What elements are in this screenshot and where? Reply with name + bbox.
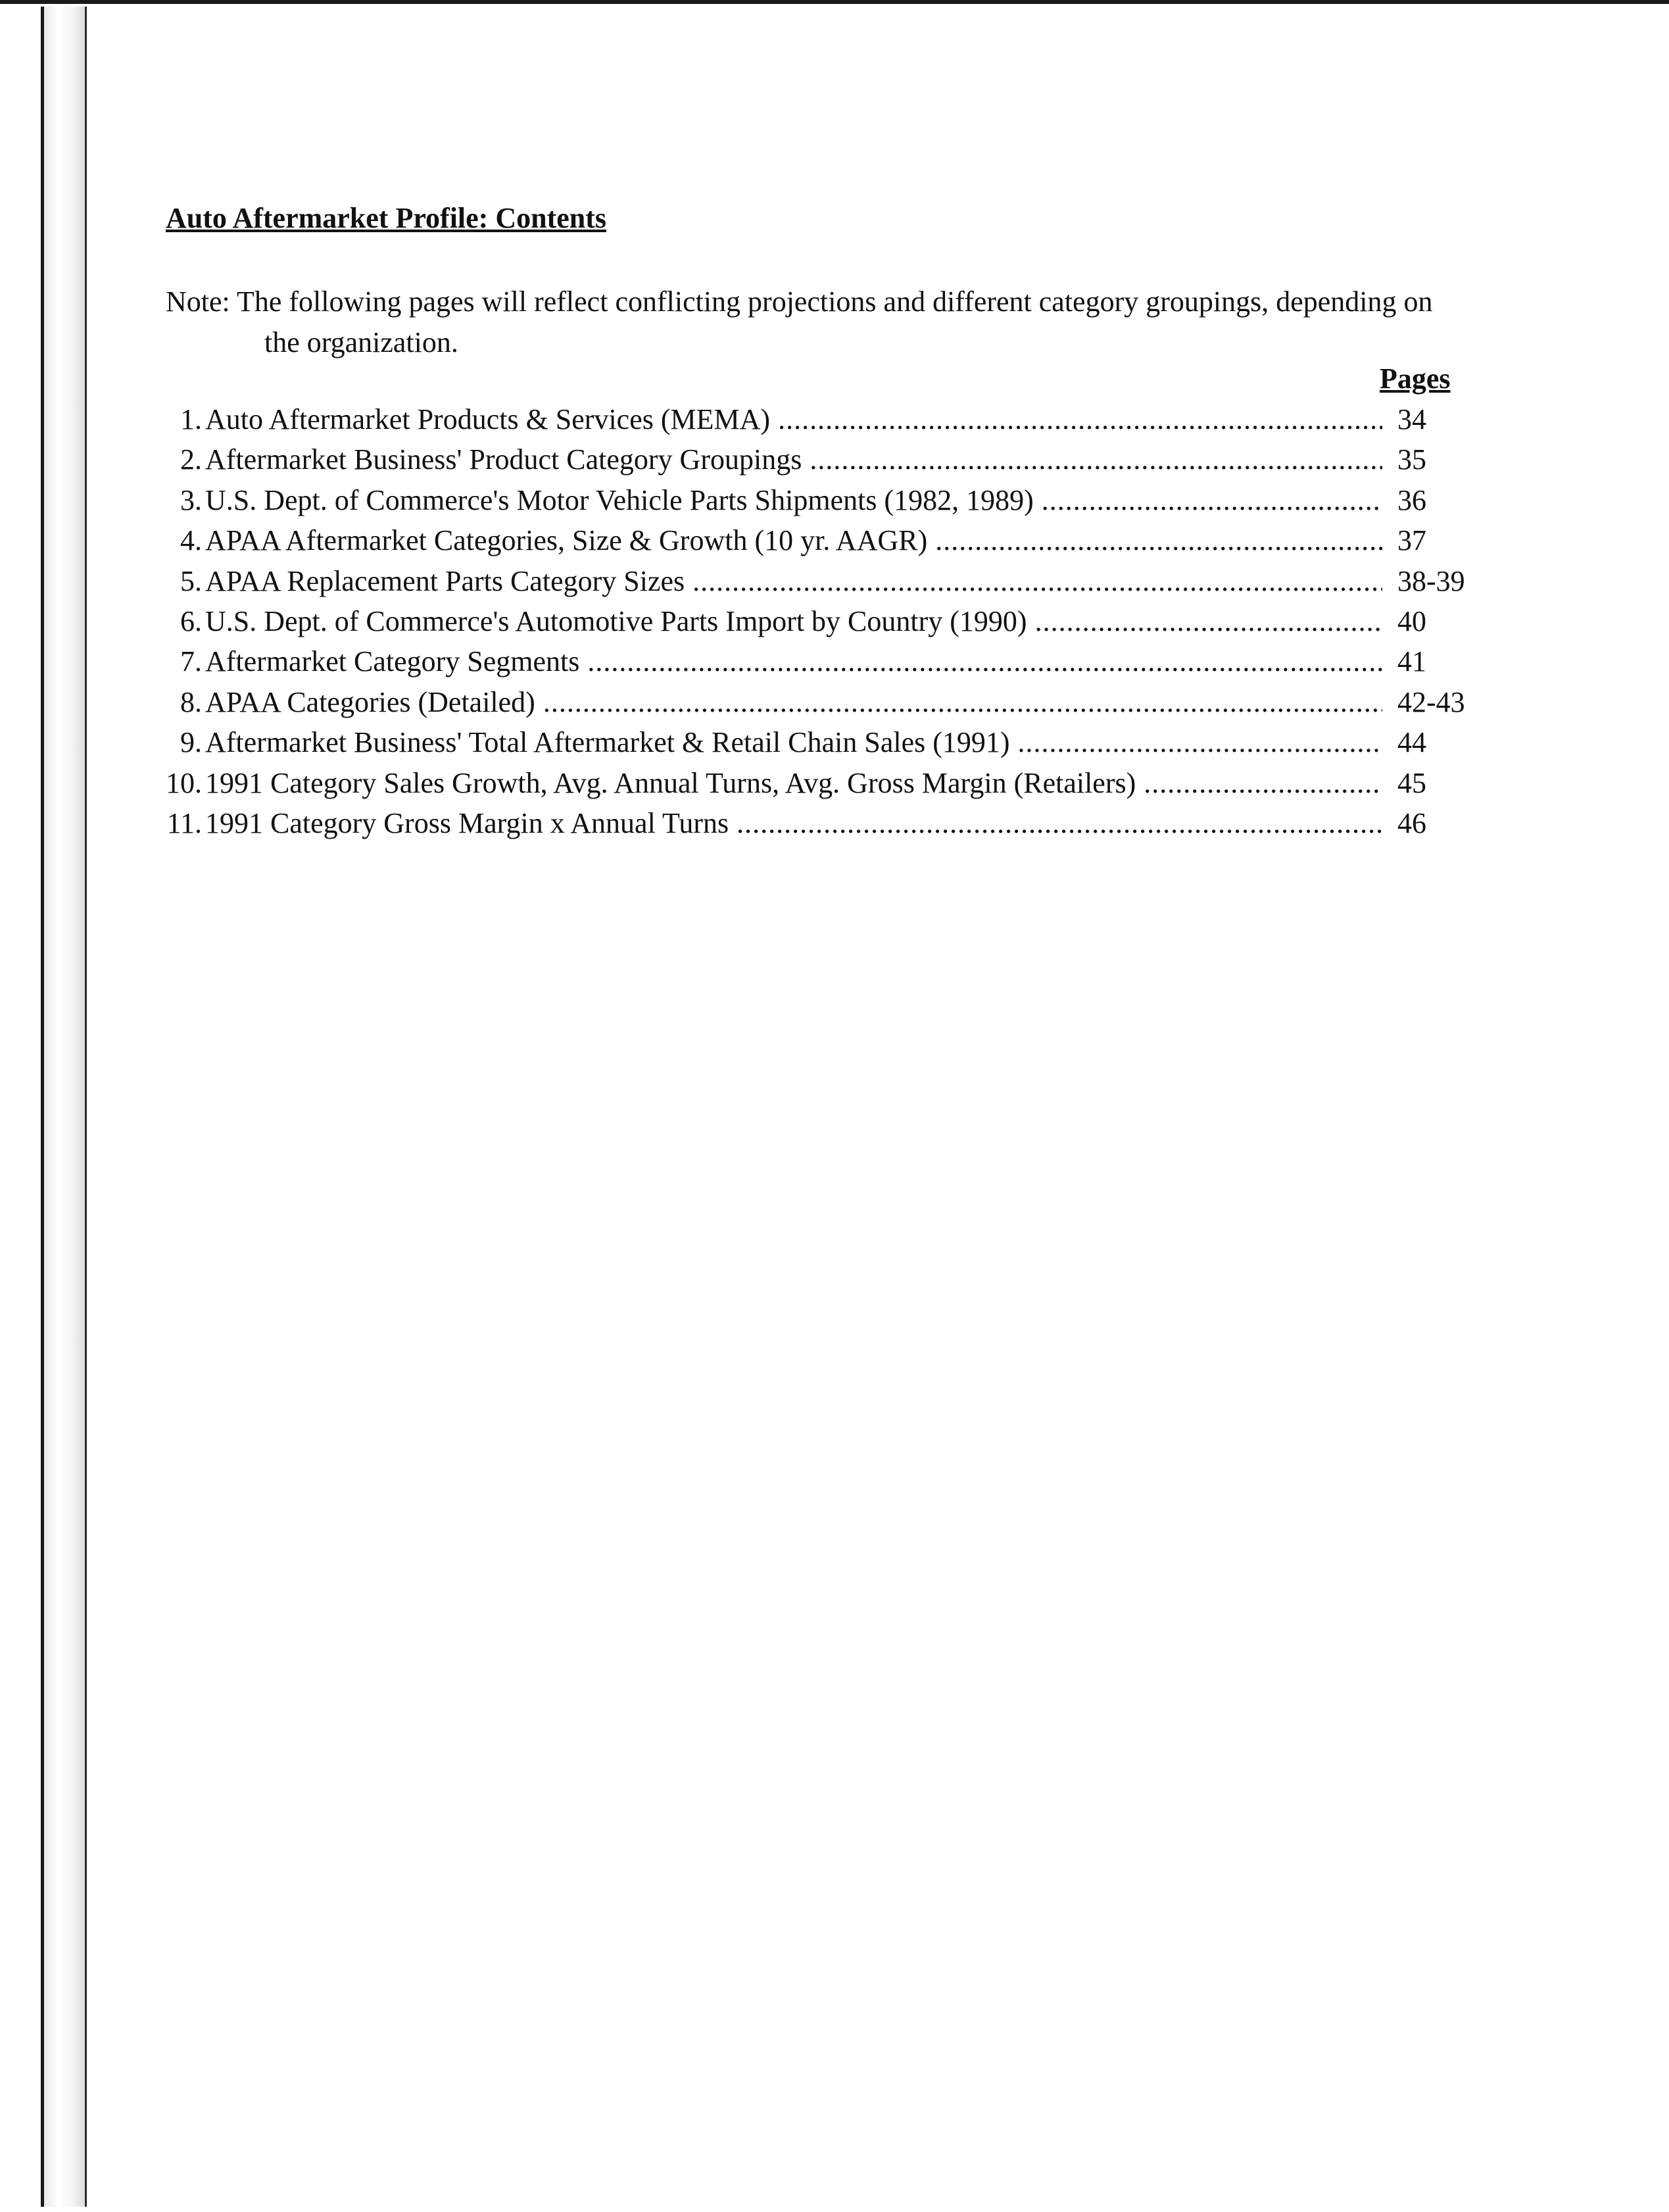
entry-title: APAA Aftermarket Categories, Size & Growth (10 yr. AAGR) ..... xyxy=(205,524,1382,557)
entry-title: U.S. Dept. of Commerce's Automotive Parts Import by Country (1990) ..... xyxy=(205,604,1382,638)
entry-page: 38-39 xyxy=(1397,564,1465,597)
entry-page: 35 xyxy=(1397,443,1426,476)
contents-entry xyxy=(0,604,1669,645)
entry-page: 36 xyxy=(1397,483,1426,516)
entry-title: Auto Aftermarket Products & Services (MEMA) ..... xyxy=(205,403,1382,436)
pages-column-header: Pages xyxy=(1380,362,1451,395)
entry-number: 10. xyxy=(166,766,202,799)
entry-page: 40 xyxy=(1397,604,1426,637)
note-line-1: Note: The following pages will reflect conflicting projections and different category groupings, depending on xyxy=(166,285,1433,318)
entry-title: 1991 Category Gross Margin x Annual Turns ..... xyxy=(205,806,1382,840)
contents-entry xyxy=(0,645,1669,685)
entry-title: Aftermarket Category Segments ..... xyxy=(205,645,1382,678)
contents-list xyxy=(0,403,1669,847)
contents-entry xyxy=(0,725,1669,766)
contents-entry xyxy=(0,483,1669,524)
entry-number: 7. xyxy=(180,645,202,678)
entry-number: 11. xyxy=(166,806,202,839)
contents-entry xyxy=(0,685,1669,725)
entry-page: 44 xyxy=(1397,726,1426,759)
page-title: Auto Aftermarket Profile: Contents xyxy=(166,202,607,234)
entry-title: Aftermarket Business' Product Category Groupings ..... xyxy=(205,443,1382,476)
entry-title: APAA Categories (Detailed) ..... xyxy=(205,685,1382,719)
entry-page: 46 xyxy=(1397,806,1426,839)
contents-entry xyxy=(0,766,1669,806)
entry-number: 2. xyxy=(180,443,202,476)
entry-number: 4. xyxy=(180,524,202,557)
entry-number: 3. xyxy=(180,483,202,516)
contents-entry xyxy=(0,524,1669,564)
scan-top-edge xyxy=(0,0,1669,4)
entry-page: 41 xyxy=(1397,645,1426,678)
contents-entry xyxy=(0,564,1669,604)
entry-page: 45 xyxy=(1397,766,1426,799)
entry-number: 8. xyxy=(180,685,202,718)
entry-page: 37 xyxy=(1397,524,1426,557)
entry-number: 1. xyxy=(180,403,202,435)
entry-title: APAA Replacement Parts Category Sizes ..... xyxy=(205,564,1382,598)
binder-edge xyxy=(41,7,87,2207)
entry-page: 42-43 xyxy=(1397,685,1465,718)
entry-number: 6. xyxy=(180,604,202,637)
entry-number: 5. xyxy=(180,564,202,597)
note-line-2: the organization. xyxy=(264,326,458,358)
contents-entry xyxy=(0,443,1669,483)
contents-entry xyxy=(0,403,1669,443)
entry-page: 34 xyxy=(1397,403,1426,435)
note-paragraph xyxy=(166,282,1481,363)
contents-entry xyxy=(0,806,1669,847)
entry-title: U.S. Dept. of Commerce's Motor Vehicle Parts Shipments (1982, 1989) ..... xyxy=(205,483,1382,517)
entry-number: 9. xyxy=(180,726,202,759)
entry-title: Aftermarket Business' Total Aftermarket & Retail Chain Sales (1991) ..... xyxy=(205,725,1382,759)
entry-title: 1991 Category Sales Growth, Avg. Annual Turns, Avg. Gross Margin (Retailers) ..... xyxy=(205,766,1382,800)
